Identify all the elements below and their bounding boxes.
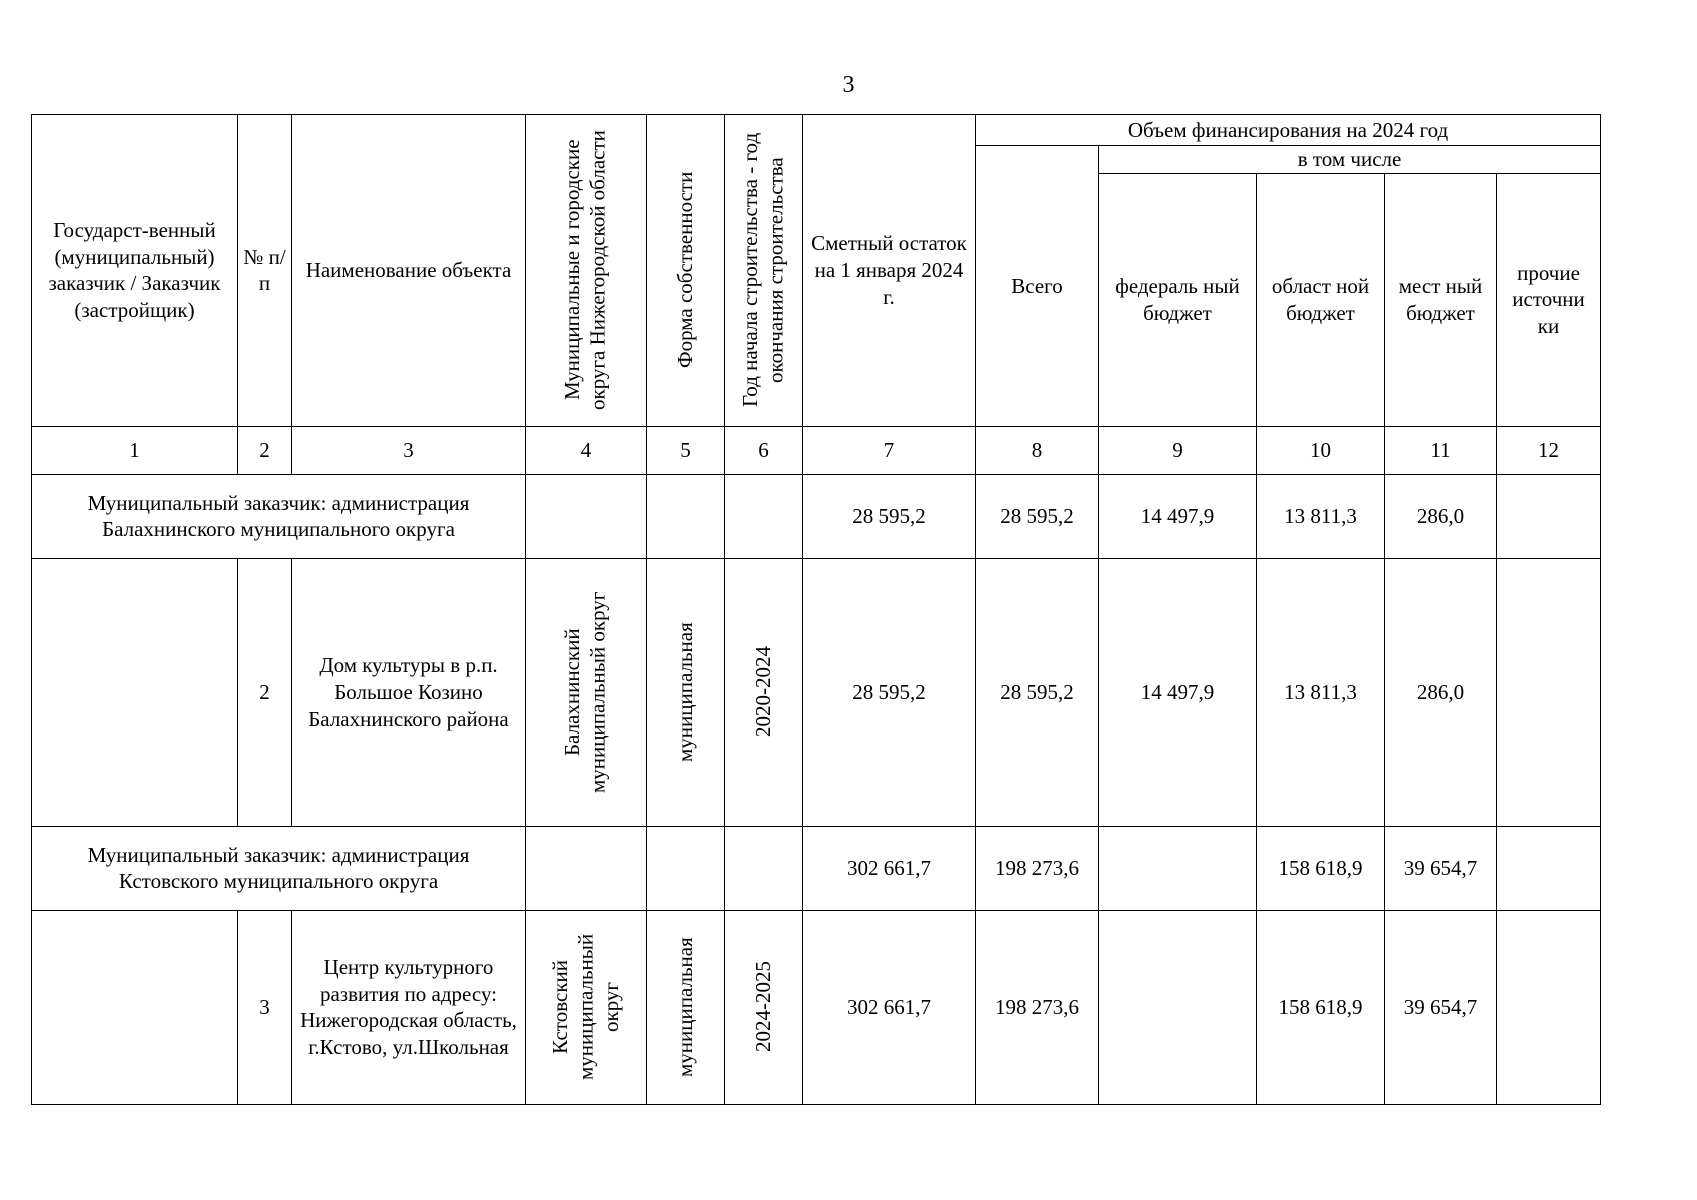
column-number: 6 — [725, 426, 803, 474]
object-row — [32, 558, 1601, 826]
page-number: 3 — [842, 72, 855, 98]
financing-table — [31, 114, 1601, 1105]
object-ownership — [647, 910, 725, 1104]
column-number: 12 — [1497, 426, 1601, 474]
column-numbers-row — [32, 426, 1601, 474]
local-value: 286,0 — [1385, 474, 1497, 558]
column-number: 11 — [1385, 426, 1497, 474]
header-federal: федераль ный бюджет — [1099, 173, 1257, 426]
empty-cell — [647, 826, 725, 910]
object-row — [32, 910, 1601, 1104]
column-number: 4 — [526, 426, 647, 474]
customer-name: Муниципальный заказчик: администрация Балахнинского муниципального округа — [32, 474, 526, 558]
header-num: № п/п — [238, 115, 292, 427]
other-value — [1497, 826, 1601, 910]
customer-row — [32, 474, 1601, 558]
customer-row — [32, 826, 1601, 910]
object-ownership-text: муниципальная — [672, 622, 697, 763]
object-municipality — [526, 558, 647, 826]
column-number: 2 — [238, 426, 292, 474]
object-years-text: 2024-2025 — [750, 961, 775, 1053]
other-value — [1497, 910, 1601, 1104]
total-value: 198 273,6 — [976, 826, 1099, 910]
regional-value: 158 618,9 — [1257, 910, 1385, 1104]
empty-cell — [526, 826, 647, 910]
estimate-value: 302 661,7 — [803, 826, 976, 910]
object-ownership — [647, 558, 725, 826]
object-ownership-text: муниципальная — [672, 937, 697, 1078]
local-value: 286,0 — [1385, 558, 1497, 826]
header-customer: Государст-венный (муниципальный) заказчик / Заказчик (застройщик) — [32, 115, 238, 427]
header-ownership — [647, 115, 725, 427]
header-municipality-text: Муниципальные и городские округа Нижегородской области — [560, 130, 610, 411]
empty-cell — [725, 474, 803, 558]
object-municipality — [526, 910, 647, 1104]
header-municipality — [526, 115, 647, 427]
object-years — [725, 558, 803, 826]
header-funding-group: Объем финансирования на 2024 год — [976, 115, 1601, 146]
empty-cell — [32, 558, 238, 826]
header-object-name: Наименование объекта — [292, 115, 526, 427]
federal-value — [1099, 910, 1257, 1104]
column-number: 7 — [803, 426, 976, 474]
empty-cell — [32, 910, 238, 1104]
column-number: 5 — [647, 426, 725, 474]
column-number: 8 — [976, 426, 1099, 474]
empty-cell — [647, 474, 725, 558]
total-value: 28 595,2 — [976, 474, 1099, 558]
header-other: прочие источни ки — [1497, 173, 1601, 426]
header-years — [725, 115, 803, 427]
header-total: Всего — [976, 146, 1099, 427]
header-including: в том числе — [1099, 146, 1601, 174]
header-regional: област ной бюджет — [1257, 173, 1385, 426]
object-num: 3 — [238, 910, 292, 1104]
object-num: 2 — [238, 558, 292, 826]
object-municipality-text: Балахнинский муниципальный округ — [560, 591, 610, 794]
object-name: Центр культурного развития по адресу: Нижегородская область, г.Кстово, ул.Школьная — [292, 910, 526, 1104]
local-value: 39 654,7 — [1385, 826, 1497, 910]
regional-value: 158 618,9 — [1257, 826, 1385, 910]
column-number: 1 — [32, 426, 238, 474]
column-number: 9 — [1099, 426, 1257, 474]
estimate-value: 302 661,7 — [803, 910, 976, 1104]
federal-value: 14 497,9 — [1099, 558, 1257, 826]
object-name: Дом культуры в р.п. Большое Козино Балахнинского района — [292, 558, 526, 826]
estimate-value: 28 595,2 — [803, 558, 976, 826]
other-value — [1497, 474, 1601, 558]
total-value: 198 273,6 — [976, 910, 1099, 1104]
estimate-value: 28 595,2 — [803, 474, 976, 558]
empty-cell — [725, 826, 803, 910]
header-estimate: Сметный остаток на 1 января 2024 г. — [803, 115, 976, 427]
column-number: 10 — [1257, 426, 1385, 474]
local-value: 39 654,7 — [1385, 910, 1497, 1104]
regional-value: 13 811,3 — [1257, 558, 1385, 826]
object-municipality-text: Кстовский муниципальный округ — [547, 934, 623, 1081]
object-years-text: 2020-2024 — [750, 646, 775, 738]
federal-value — [1099, 826, 1257, 910]
customer-name: Муниципальный заказчик: администрация Кстовского муниципального округа — [32, 826, 526, 910]
empty-cell — [526, 474, 647, 558]
federal-value: 14 497,9 — [1099, 474, 1257, 558]
object-years — [725, 910, 803, 1104]
header-ownership-text: Форма собственности — [672, 172, 697, 369]
header-years-text: Год начала строительства - год окончания строительства — [737, 133, 788, 408]
other-value — [1497, 558, 1601, 826]
header-local: мест ный бюджет — [1385, 173, 1497, 426]
total-value: 28 595,2 — [976, 558, 1099, 826]
column-number: 3 — [292, 426, 526, 474]
regional-value: 13 811,3 — [1257, 474, 1385, 558]
